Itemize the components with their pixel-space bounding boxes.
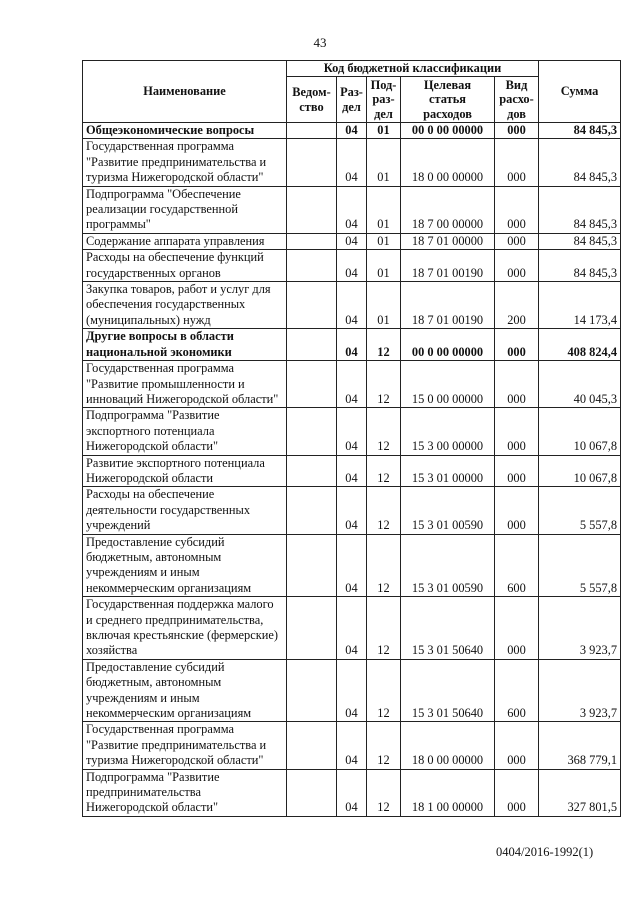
row-target-article: 18 1 00 00000 [401, 769, 495, 816]
row-subsection: 01 [367, 233, 401, 249]
row-name: Содержание аппарата управления [83, 233, 287, 249]
row-sum: 10 067,8 [539, 408, 621, 455]
row-section: 04 [337, 250, 367, 282]
header-name: Наименование [83, 61, 287, 123]
row-department [287, 408, 337, 455]
row-expense-type: 000 [495, 233, 539, 249]
row-name: Расходы на обеспечение функций государственных органов [83, 250, 287, 282]
row-subsection: 12 [367, 408, 401, 455]
row-sum: 84 845,3 [539, 123, 621, 139]
row-subsection: 12 [367, 597, 401, 660]
table-body [83, 123, 621, 817]
row-section: 04 [337, 233, 367, 249]
row-target-article: 15 0 00 00000 [401, 361, 495, 408]
row-sum: 3 923,7 [539, 597, 621, 660]
row-sum: 368 779,1 [539, 722, 621, 769]
row-target-article: 18 7 01 00190 [401, 282, 495, 329]
row-department [287, 186, 337, 233]
row-name: Закупка товаров, работ и услуг для обеспечения государственных (муниципальных) нужд [83, 282, 287, 329]
row-target-article: 18 7 00 00000 [401, 186, 495, 233]
budget-table [82, 60, 621, 817]
row-department [287, 722, 337, 769]
row-section: 04 [337, 722, 367, 769]
row-sum: 84 845,3 [539, 186, 621, 233]
header-department: Ведом-ство [287, 77, 337, 123]
row-subsection: 12 [367, 534, 401, 597]
row-subsection: 12 [367, 455, 401, 487]
row-expense-type: 600 [495, 659, 539, 722]
row-section: 04 [337, 139, 367, 186]
row-name: Другие вопросы в области национальной экономики [83, 329, 287, 361]
row-target-article: 15 3 01 00000 [401, 455, 495, 487]
row-name: Государственная программа "Развитие промышленности и инноваций Нижегородской области" [83, 361, 287, 408]
row-name: Предоставление субсидий бюджетным, автономным учреждениям и иным некоммерческим организациям [83, 659, 287, 722]
row-name: Подпрограмма "Обеспечение реализации государственной программы" [83, 186, 287, 233]
header-target-article: Целевая статья расходов [401, 77, 495, 123]
row-subsection: 12 [367, 659, 401, 722]
row-department [287, 769, 337, 816]
row-section: 04 [337, 534, 367, 597]
row-department [287, 534, 337, 597]
row-sum: 84 845,3 [539, 139, 621, 186]
row-sum: 5 557,8 [539, 534, 621, 597]
row-target-article: 15 3 01 00590 [401, 534, 495, 597]
row-subsection: 12 [367, 329, 401, 361]
row-name: Подпрограмма "Развитие предпринимательства Нижегородской области" [83, 769, 287, 816]
row-target-article: 00 0 00 00000 [401, 123, 495, 139]
row-section: 04 [337, 769, 367, 816]
row-subsection: 01 [367, 139, 401, 186]
row-sum: 84 845,3 [539, 233, 621, 249]
row-name: Общеэкономические вопросы [83, 123, 287, 139]
row-target-article: 15 3 01 50640 [401, 659, 495, 722]
row-subsection: 01 [367, 186, 401, 233]
row-expense-type: 000 [495, 455, 539, 487]
table-row [83, 282, 621, 329]
row-target-article: 18 0 00 00000 [401, 139, 495, 186]
row-subsection: 12 [367, 769, 401, 816]
row-name: Развитие экспортного потенциала Нижегородской области [83, 455, 287, 487]
row-section: 04 [337, 408, 367, 455]
row-name: Государственная программа "Развитие предпринимательства и туризма Нижегородской области" [83, 722, 287, 769]
header-sum: Сумма [539, 61, 621, 123]
table-header [83, 61, 621, 123]
row-expense-type: 000 [495, 408, 539, 455]
row-subsection: 01 [367, 282, 401, 329]
row-target-article: 00 0 00 00000 [401, 329, 495, 361]
table-row [83, 250, 621, 282]
row-name: Государственная программа "Развитие предпринимательства и туризма Нижегородской области" [83, 139, 287, 186]
row-section: 04 [337, 282, 367, 329]
table-row [83, 487, 621, 534]
table-row [83, 408, 621, 455]
header-classification-group: Код бюджетной классификации [287, 61, 539, 77]
row-subsection: 01 [367, 123, 401, 139]
row-expense-type: 000 [495, 597, 539, 660]
row-department [287, 233, 337, 249]
row-department [287, 361, 337, 408]
row-department [287, 659, 337, 722]
row-sum: 327 801,5 [539, 769, 621, 816]
header-section: Раз-дел [337, 77, 367, 123]
page-number: 43 [313, 35, 327, 50]
row-subsection: 12 [367, 361, 401, 408]
row-expense-type: 000 [495, 186, 539, 233]
row-section: 04 [337, 659, 367, 722]
table-row [83, 534, 621, 597]
table-row [83, 455, 621, 487]
row-section: 04 [337, 487, 367, 534]
row-expense-type: 600 [495, 534, 539, 597]
row-sum: 84 845,3 [539, 250, 621, 282]
row-sum: 408 824,4 [539, 329, 621, 361]
row-sum: 40 045,3 [539, 361, 621, 408]
header-expense-type: Вид расхо-дов [495, 77, 539, 123]
row-target-article: 15 3 01 50640 [401, 597, 495, 660]
row-target-article: 18 0 00 00000 [401, 722, 495, 769]
row-expense-type: 000 [495, 139, 539, 186]
row-department [287, 282, 337, 329]
table-row [83, 361, 621, 408]
row-expense-type: 000 [495, 722, 539, 769]
table-row [83, 329, 621, 361]
row-section: 04 [337, 186, 367, 233]
row-target-article: 15 3 00 00000 [401, 408, 495, 455]
table-row [83, 123, 621, 139]
row-department [287, 455, 337, 487]
row-expense-type: 000 [495, 487, 539, 534]
table-row [83, 722, 621, 769]
table-row [83, 597, 621, 660]
table-row [83, 769, 621, 816]
row-target-article: 18 7 01 00190 [401, 250, 495, 282]
row-expense-type: 200 [495, 282, 539, 329]
row-department [287, 250, 337, 282]
row-expense-type: 000 [495, 250, 539, 282]
row-name: Предоставление субсидий бюджетным, автономным учреждениям и иным некоммерческим организациям [83, 534, 287, 597]
row-subsection: 01 [367, 250, 401, 282]
row-sum: 5 557,8 [539, 487, 621, 534]
row-subsection: 12 [367, 722, 401, 769]
table-row [83, 186, 621, 233]
row-department [287, 329, 337, 361]
table-row [83, 659, 621, 722]
row-target-article: 15 3 01 00590 [401, 487, 495, 534]
row-section: 04 [337, 597, 367, 660]
row-expense-type: 000 [495, 361, 539, 408]
row-department [287, 139, 337, 186]
row-sum: 14 173,4 [539, 282, 621, 329]
row-name: Расходы на обеспечение деятельности государственных учреждений [83, 487, 287, 534]
row-expense-type: 000 [495, 123, 539, 139]
row-department [287, 123, 337, 139]
row-expense-type: 000 [495, 329, 539, 361]
row-section: 04 [337, 455, 367, 487]
table-row [83, 233, 621, 249]
row-name: Государственная поддержка малого и среднего предпринимательства, включая крестьянские (фермерские) хозяйства [83, 597, 287, 660]
row-department [287, 597, 337, 660]
row-sum: 10 067,8 [539, 455, 621, 487]
row-section: 04 [337, 123, 367, 139]
row-section: 04 [337, 361, 367, 408]
header-subsection: Под-раз-дел [367, 77, 401, 123]
document-code: 0404/2016-1992(1) [496, 845, 594, 859]
row-expense-type: 000 [495, 769, 539, 816]
table-row [83, 139, 621, 186]
row-section: 04 [337, 329, 367, 361]
row-name: Подпрограмма "Развитие экспортного потенциала Нижегородской области" [83, 408, 287, 455]
row-department [287, 487, 337, 534]
row-target-article: 18 7 01 00000 [401, 233, 495, 249]
row-sum: 3 923,7 [539, 659, 621, 722]
row-subsection: 12 [367, 487, 401, 534]
